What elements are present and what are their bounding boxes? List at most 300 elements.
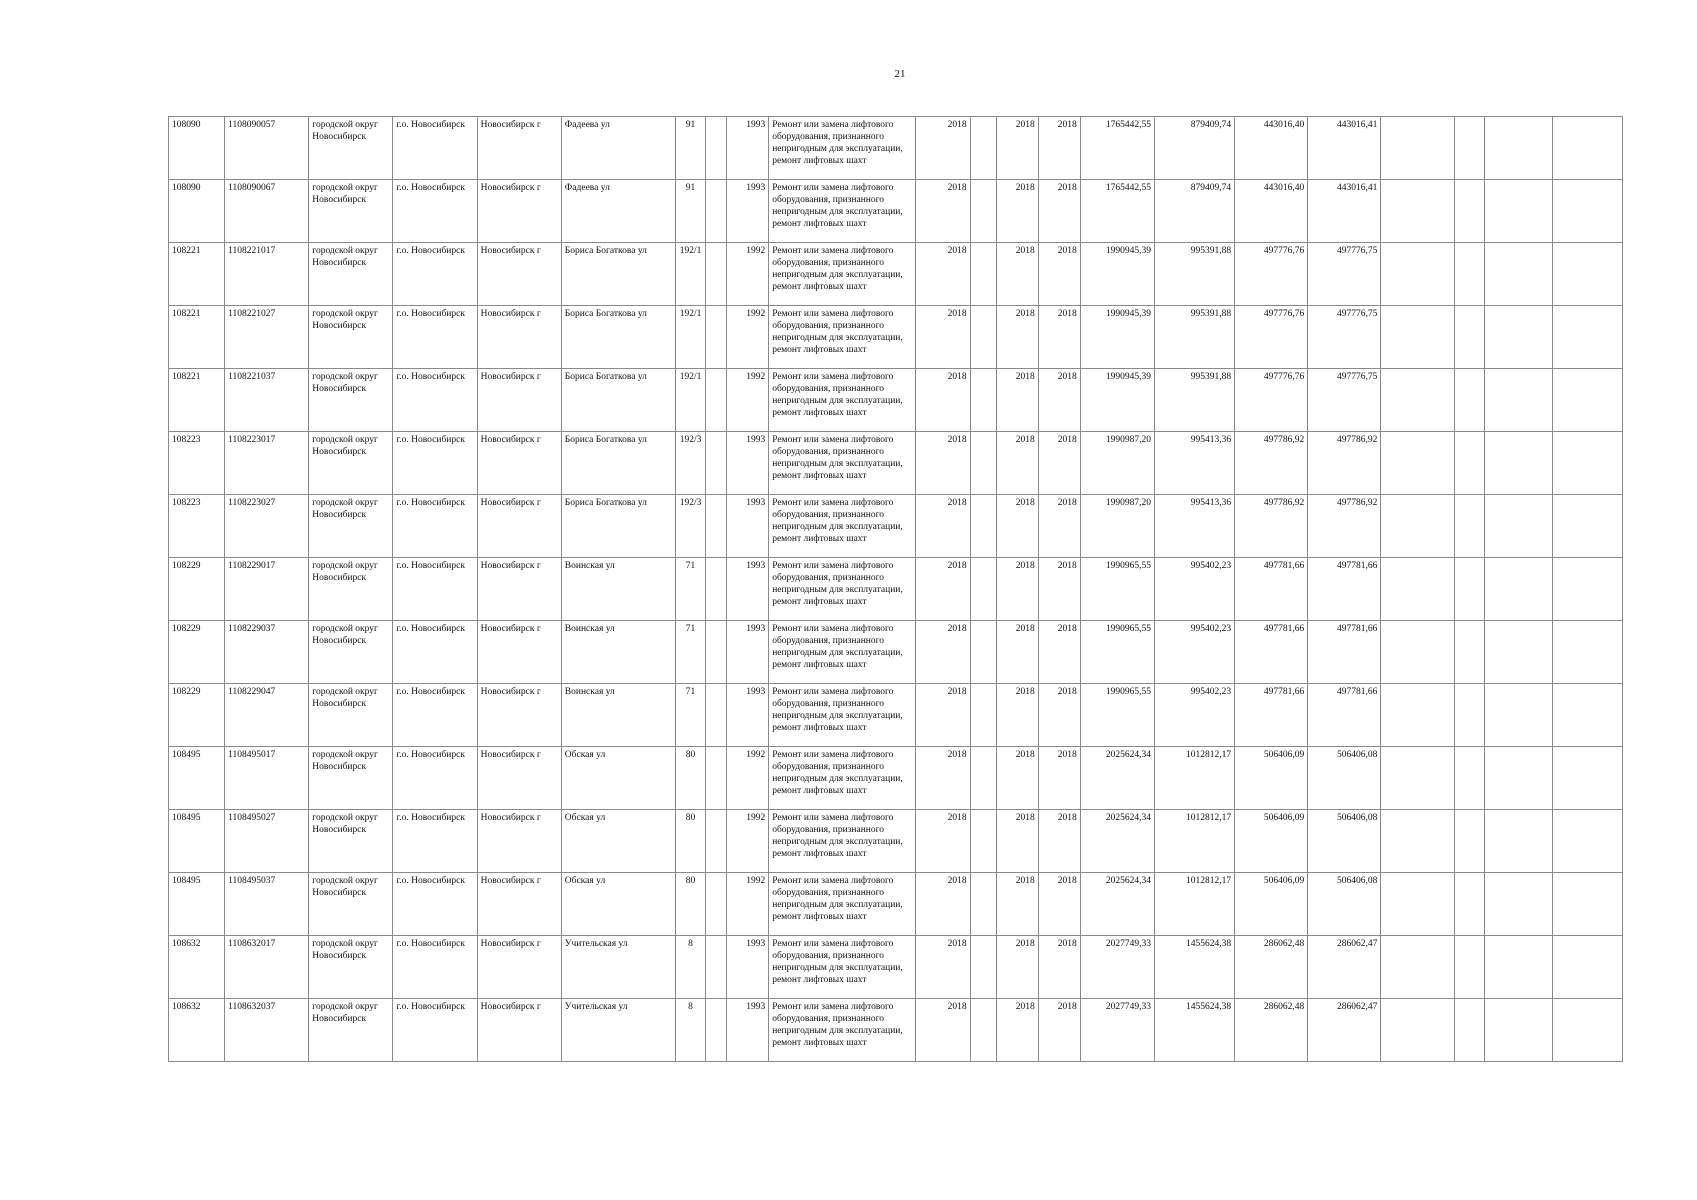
cell-work-type: Ремонт или замена лифтового оборудования, признанного непригодным для эксплуатации, ремонт лифтовых шахт [769, 432, 916, 495]
cell-code: 108495 [169, 747, 225, 810]
cell-municipality: городской округ Новосибирск [309, 621, 393, 684]
cell-house: 192/3 [676, 432, 706, 495]
cell-empty [970, 369, 996, 432]
cell-plan-year: 2018 [916, 432, 970, 495]
cell-code: 108090 [169, 180, 225, 243]
cell-empty [706, 495, 727, 558]
cell-house: 71 [676, 558, 706, 621]
cell-budget-cost: 506406,09 [1235, 747, 1308, 810]
cell-municipality: городской округ Новосибирск [309, 936, 393, 999]
cell-empty [970, 432, 996, 495]
table-row [169, 117, 1623, 180]
cell-empty [1454, 684, 1484, 747]
cell-work-type: Ремонт или замена лифтового оборудования, признанного непригодным для эксплуатации, ремонт лифтовых шахт [769, 306, 916, 369]
cell-locality: Новосибирск г [477, 810, 561, 873]
cell-plan-year: 2018 [916, 810, 970, 873]
cell-plan-year: 2018 [916, 306, 970, 369]
cell-start-year: 2018 [996, 306, 1038, 369]
cell-empty [706, 369, 727, 432]
cell-plan-year: 2018 [916, 117, 970, 180]
table-row [169, 558, 1623, 621]
cell-start-year: 2018 [996, 999, 1038, 1062]
cell-empty [1552, 558, 1622, 621]
cell-start-year: 2018 [996, 873, 1038, 936]
cell-municipality: городской округ Новосибирск [309, 117, 393, 180]
cell-settlement: г.о. Новосибирск [393, 117, 477, 180]
cell-empty [706, 306, 727, 369]
cell-plan-year: 2018 [916, 873, 970, 936]
cell-total-cost: 1990965,55 [1080, 621, 1154, 684]
cell-work-type: Ремонт или замена лифтового оборудования, признанного непригодным для эксплуатации, ремонт лифтовых шахт [769, 558, 916, 621]
cell-settlement: г.о. Новосибирск [393, 999, 477, 1062]
cell-empty [1454, 369, 1484, 432]
cell-fund-cost: 1012812,17 [1154, 810, 1234, 873]
cell-budget-cost: 506406,09 [1235, 873, 1308, 936]
cell-settlement: г.о. Новосибирск [393, 684, 477, 747]
table-row [169, 810, 1623, 873]
cell-house: 192/1 [676, 243, 706, 306]
table-row [169, 684, 1623, 747]
cell-fund-cost: 1012812,17 [1154, 747, 1234, 810]
cell-budget-cost: 497781,66 [1235, 684, 1308, 747]
cell-budget-cost: 506406,09 [1235, 810, 1308, 873]
cell-street: Учительская ул [561, 936, 675, 999]
cell-total-cost: 1990945,39 [1080, 243, 1154, 306]
cell-empty [1484, 495, 1552, 558]
cell-owners-cost: 443016,41 [1308, 180, 1381, 243]
cell-fund-cost: 995391,88 [1154, 306, 1234, 369]
cell-empty [1552, 684, 1622, 747]
cell-empty [1381, 999, 1454, 1062]
cell-fund-cost: 1455624,38 [1154, 999, 1234, 1062]
cell-work-type: Ремонт или замена лифтового оборудования, признанного непригодным для эксплуатации, ремонт лифтовых шахт [769, 747, 916, 810]
cell-work-type: Ремонт или замена лифтового оборудования, признанного непригодным для эксплуатации, ремонт лифтовых шахт [769, 495, 916, 558]
cell-empty [706, 936, 727, 999]
cell-empty [1484, 999, 1552, 1062]
cell-owners-cost: 497786,92 [1308, 432, 1381, 495]
cell-house: 71 [676, 684, 706, 747]
cell-owners-cost: 286062,47 [1308, 936, 1381, 999]
cell-total-cost: 1765442,55 [1080, 180, 1154, 243]
cell-street: Фадеева ул [561, 180, 675, 243]
cell-municipality: городской округ Новосибирск [309, 810, 393, 873]
cell-end-year: 2018 [1038, 684, 1080, 747]
cell-settlement: г.о. Новосибирск [393, 432, 477, 495]
cell-locality: Новосибирск г [477, 684, 561, 747]
cell-empty [1484, 558, 1552, 621]
cell-municipality: городской округ Новосибирск [309, 747, 393, 810]
cell-house: 192/1 [676, 306, 706, 369]
cell-empty [1484, 936, 1552, 999]
cell-empty [1552, 306, 1622, 369]
cell-empty [706, 621, 727, 684]
cell-fund-cost: 995391,88 [1154, 369, 1234, 432]
table-row [169, 936, 1623, 999]
cell-code: 108229 [169, 558, 225, 621]
cell-start-year: 2018 [996, 369, 1038, 432]
cell-empty [1552, 873, 1622, 936]
cell-empty [1484, 117, 1552, 180]
cell-empty [1484, 369, 1552, 432]
cell-settlement: г.о. Новосибирск [393, 621, 477, 684]
cell-fund-cost: 995402,23 [1154, 684, 1234, 747]
cell-municipality: городской округ Новосибирск [309, 558, 393, 621]
cell-empty [1381, 684, 1454, 747]
cell-build-year: 1993 [727, 684, 769, 747]
cell-build-year: 1992 [727, 306, 769, 369]
cell-plan-year: 2018 [916, 747, 970, 810]
table-row [169, 243, 1623, 306]
cell-plan-year: 2018 [916, 243, 970, 306]
cell-plan-year: 2018 [916, 936, 970, 999]
cell-budget-cost: 497776,76 [1235, 306, 1308, 369]
cell-object-id: 1108495027 [225, 810, 309, 873]
table-row [169, 495, 1623, 558]
cell-build-year: 1992 [727, 369, 769, 432]
cell-settlement: г.о. Новосибирск [393, 243, 477, 306]
cell-locality: Новосибирск г [477, 243, 561, 306]
cell-empty [706, 558, 727, 621]
cell-fund-cost: 995413,36 [1154, 432, 1234, 495]
cell-municipality: городской округ Новосибирск [309, 873, 393, 936]
cell-empty [1454, 180, 1484, 243]
cell-house: 91 [676, 117, 706, 180]
cell-empty [1381, 306, 1454, 369]
cell-locality: Новосибирск г [477, 306, 561, 369]
cell-end-year: 2018 [1038, 999, 1080, 1062]
cell-end-year: 2018 [1038, 810, 1080, 873]
cell-empty [970, 684, 996, 747]
cell-municipality: городской округ Новосибирск [309, 369, 393, 432]
cell-budget-cost: 497786,92 [1235, 495, 1308, 558]
cell-empty [1552, 243, 1622, 306]
table-row [169, 369, 1623, 432]
cell-work-type: Ремонт или замена лифтового оборудования, признанного непригодным для эксплуатации, ремонт лифтовых шахт [769, 936, 916, 999]
cell-object-id: 1108495017 [225, 747, 309, 810]
cell-owners-cost: 497776,75 [1308, 243, 1381, 306]
cell-total-cost: 2025624,34 [1080, 747, 1154, 810]
cell-locality: Новосибирск г [477, 999, 561, 1062]
cell-empty [1381, 936, 1454, 999]
cell-street: Фадеева ул [561, 117, 675, 180]
cell-empty [1454, 432, 1484, 495]
cell-empty [1484, 621, 1552, 684]
cell-fund-cost: 995402,23 [1154, 558, 1234, 621]
cell-owners-cost: 497781,66 [1308, 558, 1381, 621]
cell-house: 8 [676, 999, 706, 1062]
cell-empty [706, 432, 727, 495]
cell-empty [1381, 810, 1454, 873]
cell-build-year: 1992 [727, 747, 769, 810]
cell-empty [706, 999, 727, 1062]
cell-municipality: городской округ Новосибирск [309, 243, 393, 306]
cell-budget-cost: 497781,66 [1235, 558, 1308, 621]
cell-plan-year: 2018 [916, 180, 970, 243]
cell-empty [706, 684, 727, 747]
cell-build-year: 1992 [727, 873, 769, 936]
cell-owners-cost: 506406,08 [1308, 873, 1381, 936]
cell-house: 192/1 [676, 369, 706, 432]
cell-settlement: г.о. Новосибирск [393, 558, 477, 621]
cell-empty [1484, 747, 1552, 810]
cell-object-id: 1108221017 [225, 243, 309, 306]
cell-end-year: 2018 [1038, 936, 1080, 999]
cell-code: 108221 [169, 243, 225, 306]
cell-build-year: 1992 [727, 243, 769, 306]
cell-owners-cost: 506406,08 [1308, 810, 1381, 873]
cell-empty [706, 243, 727, 306]
cell-street: Обская ул [561, 873, 675, 936]
cell-street: Бориса Богаткова ул [561, 306, 675, 369]
cell-empty [1454, 558, 1484, 621]
cell-house: 80 [676, 873, 706, 936]
cell-end-year: 2018 [1038, 306, 1080, 369]
cell-empty [706, 117, 727, 180]
cell-start-year: 2018 [996, 180, 1038, 243]
cell-work-type: Ремонт или замена лифтового оборудования, признанного непригодным для эксплуатации, ремонт лифтовых шахт [769, 684, 916, 747]
table-body [169, 117, 1623, 1062]
cell-empty [1454, 810, 1484, 873]
cell-empty [970, 999, 996, 1062]
cell-object-id: 1108223027 [225, 495, 309, 558]
cell-empty [970, 558, 996, 621]
cell-build-year: 1992 [727, 810, 769, 873]
cell-locality: Новосибирск г [477, 117, 561, 180]
cell-empty [1381, 180, 1454, 243]
cell-start-year: 2018 [996, 747, 1038, 810]
cell-plan-year: 2018 [916, 999, 970, 1062]
cell-budget-cost: 443016,40 [1235, 117, 1308, 180]
cell-empty [1552, 621, 1622, 684]
cell-work-type: Ремонт или замена лифтового оборудования, признанного непригодным для эксплуатации, ремонт лифтовых шахт [769, 369, 916, 432]
cell-start-year: 2018 [996, 432, 1038, 495]
cell-end-year: 2018 [1038, 243, 1080, 306]
cell-owners-cost: 497781,66 [1308, 684, 1381, 747]
cell-build-year: 1993 [727, 999, 769, 1062]
cell-empty [970, 306, 996, 369]
cell-work-type: Ремонт или замена лифтового оборудования, признанного непригодным для эксплуатации, ремонт лифтовых шахт [769, 810, 916, 873]
cell-empty [1454, 306, 1484, 369]
cell-end-year: 2018 [1038, 747, 1080, 810]
page-number: 21 [894, 68, 906, 80]
cell-municipality: городской округ Новосибирск [309, 180, 393, 243]
table-row [169, 999, 1623, 1062]
cell-locality: Новосибирск г [477, 873, 561, 936]
cell-owners-cost: 506406,08 [1308, 747, 1381, 810]
cell-house: 91 [676, 180, 706, 243]
cell-empty [970, 180, 996, 243]
cell-owners-cost: 497776,75 [1308, 369, 1381, 432]
cell-empty [1484, 810, 1552, 873]
cell-total-cost: 1765442,55 [1080, 117, 1154, 180]
cell-empty [1454, 873, 1484, 936]
cell-empty [970, 621, 996, 684]
cell-empty [1552, 936, 1622, 999]
cell-empty [1454, 747, 1484, 810]
table-row [169, 306, 1623, 369]
cell-street: Воинская ул [561, 621, 675, 684]
cell-empty [970, 747, 996, 810]
cell-fund-cost: 995402,23 [1154, 621, 1234, 684]
cell-empty [970, 243, 996, 306]
cell-owners-cost: 286062,47 [1308, 999, 1381, 1062]
cell-work-type: Ремонт или замена лифтового оборудования, признанного непригодным для эксплуатации, ремонт лифтовых шахт [769, 243, 916, 306]
cell-object-id: 1108632017 [225, 936, 309, 999]
cell-code: 108229 [169, 621, 225, 684]
cell-empty [970, 873, 996, 936]
cell-empty [1381, 243, 1454, 306]
cell-work-type: Ремонт или замена лифтового оборудования, признанного непригодным для эксплуатации, ремонт лифтовых шахт [769, 180, 916, 243]
cell-total-cost: 1990945,39 [1080, 369, 1154, 432]
cell-object-id: 1108223017 [225, 432, 309, 495]
cell-empty [706, 180, 727, 243]
cell-start-year: 2018 [996, 243, 1038, 306]
cell-object-id: 1108229037 [225, 621, 309, 684]
cell-municipality: городской округ Новосибирск [309, 495, 393, 558]
cell-code: 108090 [169, 117, 225, 180]
cell-empty [1381, 369, 1454, 432]
cell-empty [1552, 180, 1622, 243]
cell-start-year: 2018 [996, 936, 1038, 999]
capital-repair-table [168, 116, 1623, 1062]
cell-object-id: 1108221037 [225, 369, 309, 432]
cell-build-year: 1993 [727, 936, 769, 999]
cell-plan-year: 2018 [916, 495, 970, 558]
cell-fund-cost: 879409,74 [1154, 180, 1234, 243]
cell-build-year: 1993 [727, 117, 769, 180]
cell-street: Бориса Богаткова ул [561, 369, 675, 432]
cell-empty [1381, 558, 1454, 621]
cell-empty [1552, 432, 1622, 495]
cell-budget-cost: 497786,92 [1235, 432, 1308, 495]
cell-settlement: г.о. Новосибирск [393, 873, 477, 936]
cell-empty [1381, 432, 1454, 495]
cell-empty [970, 117, 996, 180]
cell-budget-cost: 286062,48 [1235, 936, 1308, 999]
cell-plan-year: 2018 [916, 621, 970, 684]
cell-locality: Новосибирск г [477, 180, 561, 243]
cell-start-year: 2018 [996, 810, 1038, 873]
cell-empty [1454, 243, 1484, 306]
table-row [169, 621, 1623, 684]
cell-code: 108221 [169, 306, 225, 369]
cell-empty [970, 495, 996, 558]
cell-municipality: городской округ Новосибирск [309, 306, 393, 369]
cell-code: 108632 [169, 936, 225, 999]
cell-empty [1552, 117, 1622, 180]
cell-empty [1552, 747, 1622, 810]
cell-empty [1552, 369, 1622, 432]
cell-settlement: г.о. Новосибирск [393, 306, 477, 369]
cell-empty [1552, 810, 1622, 873]
cell-municipality: городской округ Новосибирск [309, 432, 393, 495]
cell-budget-cost: 443016,40 [1235, 180, 1308, 243]
cell-start-year: 2018 [996, 495, 1038, 558]
cell-empty [1484, 432, 1552, 495]
cell-street: Бориса Богаткова ул [561, 495, 675, 558]
cell-total-cost: 1990965,55 [1080, 558, 1154, 621]
cell-build-year: 1993 [727, 558, 769, 621]
cell-work-type: Ремонт или замена лифтового оборудования, признанного непригодным для эксплуатации, ремонт лифтовых шахт [769, 117, 916, 180]
table-row [169, 747, 1623, 810]
cell-fund-cost: 1012812,17 [1154, 873, 1234, 936]
cell-empty [1552, 495, 1622, 558]
cell-build-year: 1993 [727, 432, 769, 495]
cell-plan-year: 2018 [916, 558, 970, 621]
cell-house: 8 [676, 936, 706, 999]
cell-code: 108495 [169, 873, 225, 936]
cell-end-year: 2018 [1038, 117, 1080, 180]
cell-end-year: 2018 [1038, 432, 1080, 495]
cell-code: 108229 [169, 684, 225, 747]
cell-empty [1552, 999, 1622, 1062]
cell-start-year: 2018 [996, 621, 1038, 684]
cell-locality: Новосибирск г [477, 432, 561, 495]
cell-empty [1454, 621, 1484, 684]
table-row [169, 873, 1623, 936]
cell-code: 108495 [169, 810, 225, 873]
cell-empty [1454, 117, 1484, 180]
cell-locality: Новосибирск г [477, 558, 561, 621]
cell-empty [1484, 684, 1552, 747]
cell-start-year: 2018 [996, 117, 1038, 180]
cell-plan-year: 2018 [916, 684, 970, 747]
cell-empty [970, 936, 996, 999]
cell-empty [1381, 747, 1454, 810]
cell-house: 80 [676, 810, 706, 873]
cell-locality: Новосибирск г [477, 495, 561, 558]
cell-code: 108221 [169, 369, 225, 432]
cell-owners-cost: 497781,66 [1308, 621, 1381, 684]
cell-owners-cost: 497786,92 [1308, 495, 1381, 558]
cell-budget-cost: 286062,48 [1235, 999, 1308, 1062]
cell-empty [1484, 243, 1552, 306]
table-row [169, 180, 1623, 243]
cell-total-cost: 2027749,33 [1080, 999, 1154, 1062]
cell-settlement: г.о. Новосибирск [393, 180, 477, 243]
cell-empty [1484, 873, 1552, 936]
cell-object-id: 1108229047 [225, 684, 309, 747]
cell-house: 80 [676, 747, 706, 810]
cell-object-id: 1108221027 [225, 306, 309, 369]
cell-total-cost: 1990945,39 [1080, 306, 1154, 369]
cell-settlement: г.о. Новосибирск [393, 369, 477, 432]
cell-empty [1454, 999, 1484, 1062]
cell-settlement: г.о. Новосибирск [393, 936, 477, 999]
table-row [169, 432, 1623, 495]
cell-street: Учительская ул [561, 999, 675, 1062]
cell-plan-year: 2018 [916, 369, 970, 432]
cell-empty [706, 810, 727, 873]
cell-empty [1454, 495, 1484, 558]
cell-locality: Новосибирск г [477, 936, 561, 999]
cell-fund-cost: 995391,88 [1154, 243, 1234, 306]
cell-end-year: 2018 [1038, 873, 1080, 936]
cell-total-cost: 2025624,34 [1080, 810, 1154, 873]
cell-end-year: 2018 [1038, 495, 1080, 558]
cell-house: 71 [676, 621, 706, 684]
cell-budget-cost: 497776,76 [1235, 243, 1308, 306]
cell-empty [1484, 180, 1552, 243]
cell-total-cost: 1990987,20 [1080, 432, 1154, 495]
cell-empty [970, 810, 996, 873]
cell-total-cost: 2027749,33 [1080, 936, 1154, 999]
cell-locality: Новосибирск г [477, 369, 561, 432]
cell-owners-cost: 497776,75 [1308, 306, 1381, 369]
cell-total-cost: 1990987,20 [1080, 495, 1154, 558]
cell-municipality: городской округ Новосибирск [309, 684, 393, 747]
cell-object-id: 1108229017 [225, 558, 309, 621]
